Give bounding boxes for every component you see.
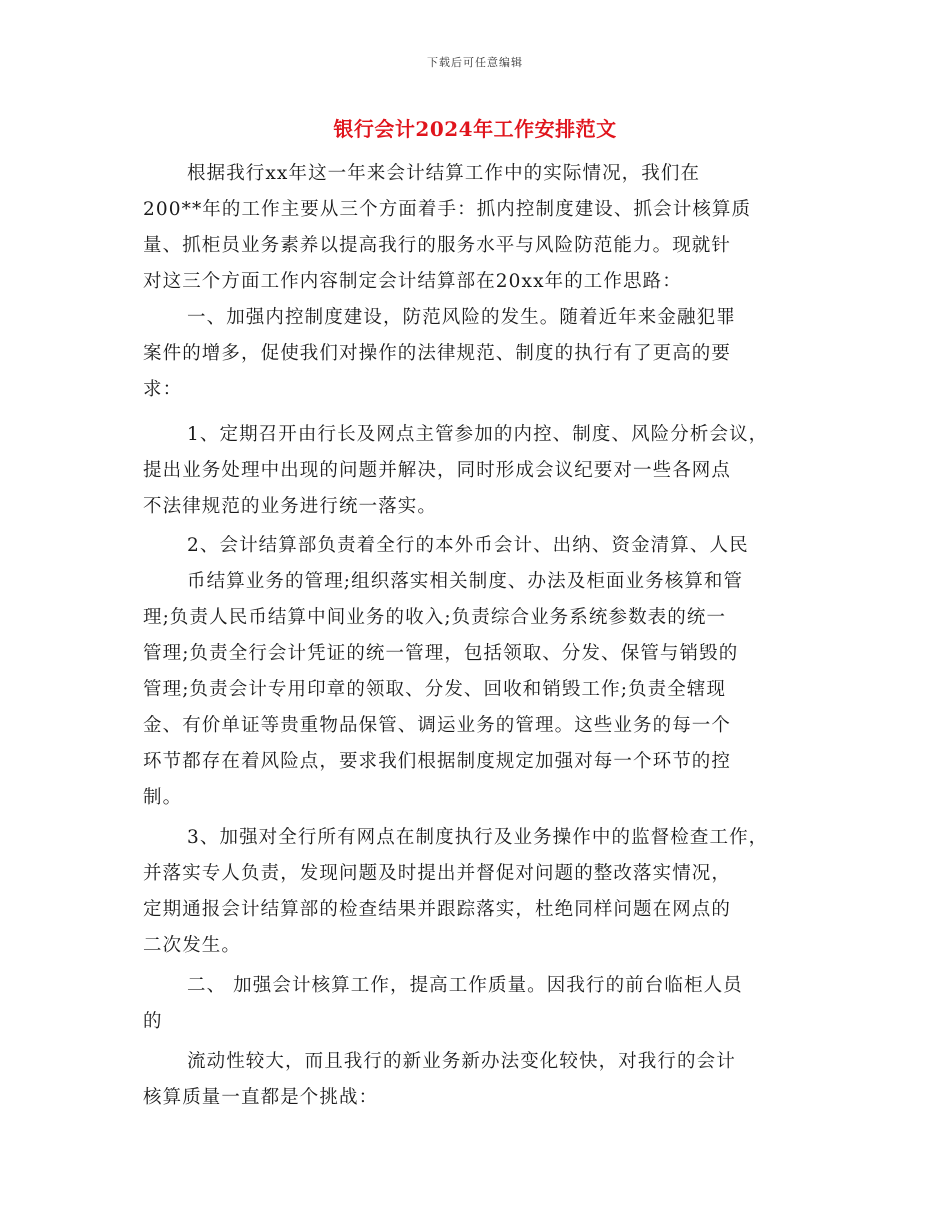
text-line: 核算质量一直都是个挑战：: [143, 1087, 379, 1108]
text-line: 3、加强对全行所有网点在制度执行及业务操作中的监督检查工作，: [187, 827, 769, 848]
text-line: 200**年的工作主要从三个方面着手：抓内控制度建设、抓会计核算质: [143, 199, 752, 220]
document-title: 银行会计2024年工作安排范文: [333, 117, 617, 141]
text-line: 管理;负责全行会计凭证的统一管理，包括领取、分发、保管与销毁的: [143, 643, 739, 664]
text-line: 二、 加强会计核算工作，提高工作质量。因我行的前台临柜人员: [187, 975, 743, 996]
text-line: 制。: [143, 787, 183, 808]
text-line: 量、抓柜员业务素养以提高我行的服务水平与风险防范能力。现就针: [143, 235, 732, 256]
text-line: 提出业务处理中出现的问题并解决，同时形成会议纪要对一些各网点: [143, 460, 732, 481]
text-line: 管理;负责会计专用印章的领取、分发、回收和销毁工作;负责全辖现: [143, 679, 727, 700]
text-line: 金、有价单证等贵重物品保管、调运业务的管理。这些业务的每一个: [143, 715, 732, 736]
text-line: 并落实专人负责，发现问题及时提出并督促对问题的整改落实情况，: [143, 863, 732, 884]
text-line: 1、定期召开由行长及网点主管参加的内控、制度、风险分析会议，: [187, 424, 769, 445]
text-line: 不法律规范的业务进行统一落实。: [143, 496, 438, 517]
text-line: 一、加强内控制度建设，防范风险的发生。随着近年来金融犯罪: [187, 307, 736, 328]
text-line: 对这三个方面工作内容制定会计结算部在20xx年的工作思路：: [143, 271, 682, 292]
text-line: 的: [143, 1011, 163, 1032]
text-line: 环节都存在着风险点，要求我们根据制度规定加强对每一个环节的控: [143, 751, 732, 772]
text-line: 定期通报会计结算部的检查结果并跟踪落实，杜绝同样问题在网点的: [143, 899, 732, 920]
text-line: 2、会计结算部负责着全行的本外币会计、出纳、资金清算、人民: [187, 535, 749, 556]
header-note: 下载后可任意编辑: [427, 56, 523, 69]
text-line: 案件的增多，促使我们对操作的法律规范、制度的执行有了更高的要: [143, 343, 732, 364]
text-line: 二次发生。: [143, 935, 242, 956]
text-line: 根据我行xx年这一年来会计结算工作中的实际情况，我们在: [187, 163, 701, 184]
text-line: 流动性较大，而且我行的新业务新办法变化较快，对我行的会计: [187, 1051, 736, 1072]
text-line: 求：: [143, 379, 183, 400]
text-line: 币结算业务的管理;组织落实相关制度、办法及柜面业务核算和管: [187, 571, 744, 592]
text-line: 理;负责人民币结算中间业务的收入;负责综合业务系统参数表的统一: [143, 607, 727, 628]
